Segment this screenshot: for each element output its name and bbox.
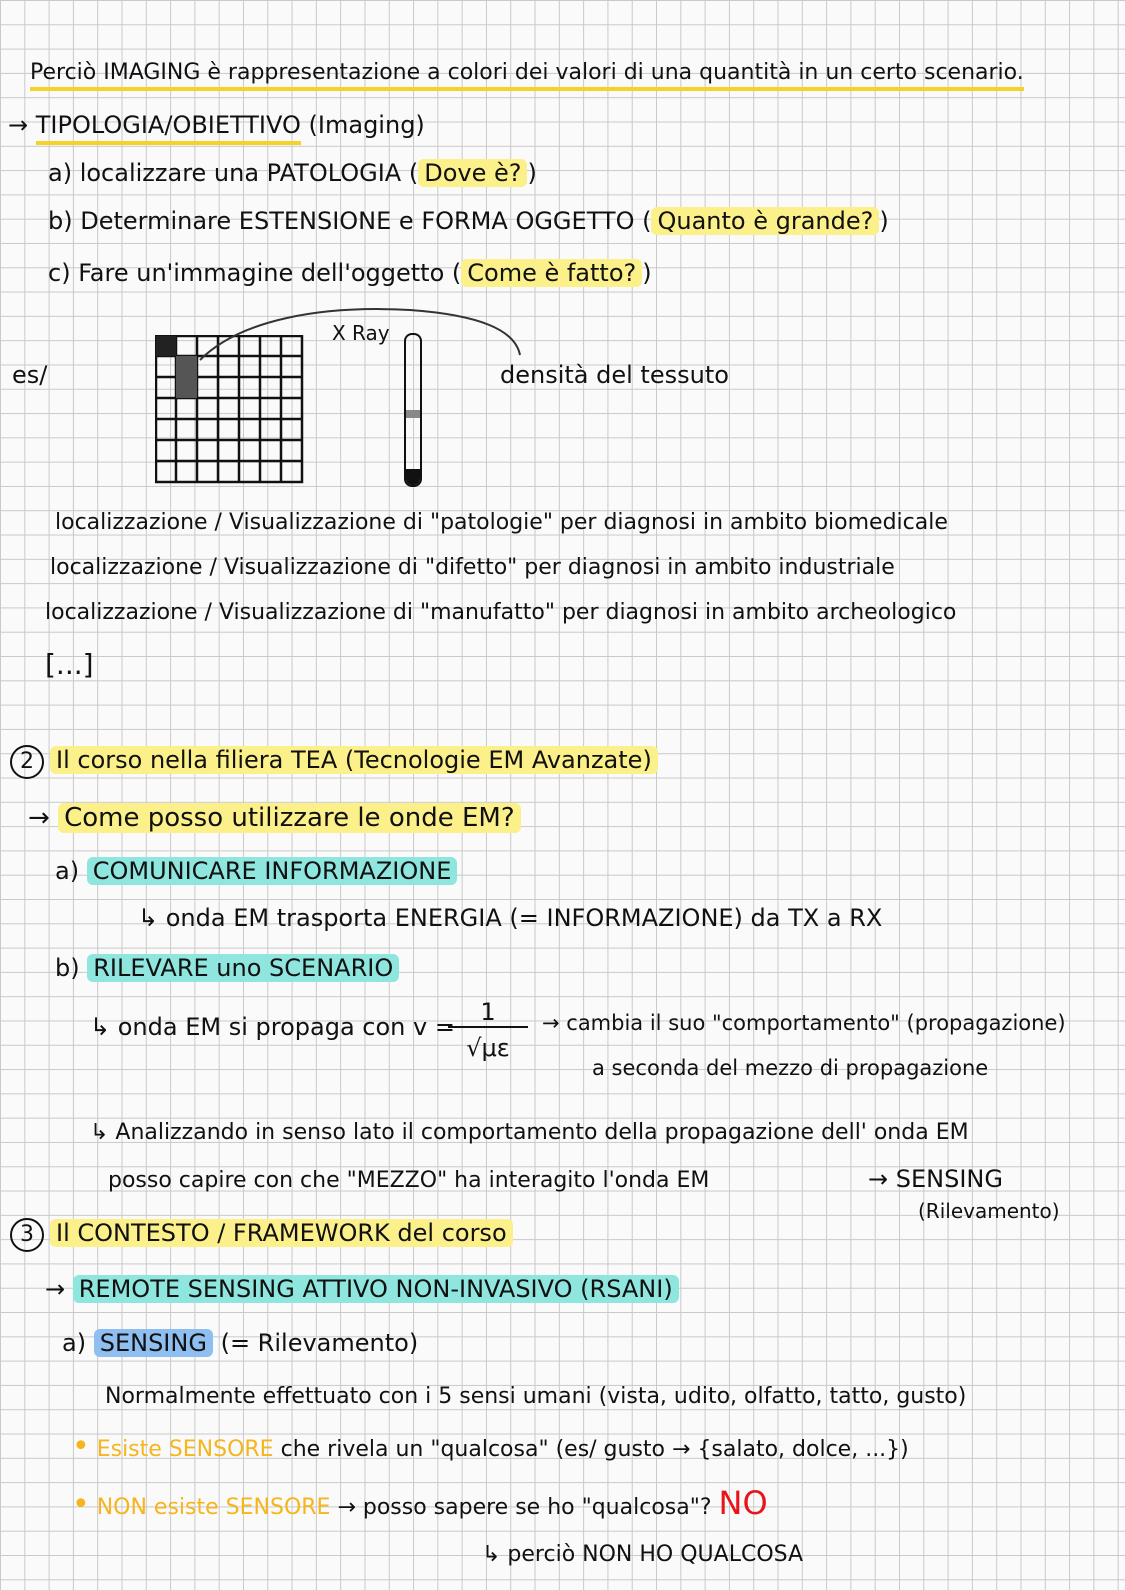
s3-item-a xyxy=(62,1328,418,1358)
rsani-line xyxy=(45,1274,679,1304)
section-3-title: Il CONTESTO / FRAMEWORK del corso xyxy=(50,1219,513,1247)
fraction-denominator: √με xyxy=(466,1034,510,1062)
tipologia-paren: (Imaging) xyxy=(308,111,425,139)
intro-line xyxy=(30,58,1024,88)
tipologia-line xyxy=(8,110,425,140)
bullet-sensor-exists xyxy=(72,1429,909,1465)
item-a xyxy=(48,158,537,188)
section-3-heading xyxy=(10,1218,513,1252)
arrow: → xyxy=(28,803,50,833)
item-b xyxy=(48,206,889,236)
density-marker xyxy=(406,410,420,418)
s2-item-a-prefix: a) xyxy=(55,857,80,885)
example-label: es/ xyxy=(12,361,48,389)
s3-item-a-prefix: a) xyxy=(62,1329,87,1357)
five-senses-line: Normalmente effettuato con i 5 sensi umani (vista, udito, olfatto, tatto, gusto) xyxy=(105,1384,967,1409)
section-2-title: Il corso nella filiera TEA (Tecnologie EM Avanzate) xyxy=(50,746,658,774)
density-label: densità del tessuto xyxy=(500,361,729,389)
medium-line: posso capire con che "MEZZO" ha interagito l'onda EM xyxy=(108,1168,710,1193)
tipologia-title: TIPOLOGIA/OBIETTIVO xyxy=(36,111,301,145)
loc-industrial: localizzazione / Visualizzazione di "difetto" per diagnosi in ambito industriale xyxy=(50,555,895,580)
intro-text: Perciò IMAGING è rappresentazione a colori dei valori di una quantità in un certo scenario. xyxy=(30,60,1024,91)
sensing-label: → SENSING xyxy=(868,1165,1003,1193)
s2-item-b-prefix: b) xyxy=(55,954,80,982)
sensing-highlight: SENSING xyxy=(94,1329,213,1357)
sensor-exists-text: Esiste SENSORE xyxy=(96,1437,274,1462)
item-c-highlight: Come è fatto? xyxy=(461,259,642,287)
density-bottom xyxy=(406,469,420,485)
dark-pixel xyxy=(156,336,176,356)
rilevamento-label: (Rilevamento) xyxy=(918,1199,1060,1223)
item-a-suffix: ) xyxy=(527,159,537,187)
item-a-text: a) localizzare una PATOLOGIA ( xyxy=(48,159,419,187)
conclusion-line: ↳ perciò NON HO QUALCOSA xyxy=(482,1542,804,1567)
bullet-dot: • xyxy=(72,1487,90,1522)
item-c xyxy=(48,258,652,288)
answer-no: NO xyxy=(718,1484,768,1522)
s2-item-a xyxy=(55,856,457,886)
xray-label: X Ray xyxy=(332,321,390,345)
s2-item-b-highlight: RILEVARE uno SCENARIO xyxy=(87,954,399,982)
item-b-highlight: Quanto è grande? xyxy=(651,207,879,235)
sensor-missing-text: NON esiste SENSORE xyxy=(96,1495,331,1520)
s2-item-a-sub: ↳ onda EM trasporta ENERGIA (= INFORMAZIONE) da TX a RX xyxy=(138,904,883,932)
section-2-heading xyxy=(10,745,658,779)
question-line xyxy=(28,803,521,833)
analysis-line: ↳ Analizzando in senso lato il comportamento della propagazione dell' onda EM xyxy=(90,1120,969,1145)
density-bar xyxy=(404,333,422,487)
s2-item-b xyxy=(55,953,399,983)
arrow: → xyxy=(8,111,29,139)
sensor-missing-rest: → posso sapere se ho "qualcosa"? xyxy=(337,1495,712,1520)
item-b-text: b) Determinare ESTENSIONE e FORMA OGGETTO ( xyxy=(48,207,652,235)
bullet-dot: • xyxy=(72,1429,90,1464)
section-2-number: 2 xyxy=(10,745,44,779)
sensing-definition: (= Rilevamento) xyxy=(220,1329,419,1357)
arrow: → xyxy=(45,1275,66,1303)
ellipsis: [...] xyxy=(45,648,94,681)
medium-dependence: a seconda del mezzo di propagazione xyxy=(592,1056,989,1080)
item-c-suffix: ) xyxy=(642,259,652,287)
question-text: Come posso utilizzare le onde EM? xyxy=(58,803,521,833)
loc-archaeological: localizzazione / Visualizzazione di "manufatto" per diagnosi in ambito archeologico xyxy=(45,600,957,625)
item-a-highlight: Dove è? xyxy=(418,159,527,187)
sensor-exists-rest: che rivela un "qualcosa" (es/ gusto → {salato, dolce, ...}) xyxy=(280,1437,909,1462)
item-b-suffix: ) xyxy=(879,207,889,235)
fraction-numerator: 1 xyxy=(448,998,528,1028)
item-c-text: c) Fare un'immagine dell'oggetto ( xyxy=(48,259,462,287)
rsani-text: REMOTE SENSING ATTIVO NON-INVASIVO (RSANI) xyxy=(73,1275,679,1303)
s2-item-a-highlight: COMUNICARE INFORMAZIONE xyxy=(87,857,458,885)
bullet-sensor-missing xyxy=(72,1484,768,1523)
behavior-change: → cambia il suo "comportamento" (propagazione) xyxy=(542,1011,1066,1035)
loc-biomedical: localizzazione / Visualizzazione di "patologie" per diagnosi in ambito biomedicale xyxy=(55,510,948,535)
propagation-line: ↳ onda EM si propaga con v = xyxy=(90,1013,455,1041)
section-3-number: 3 xyxy=(10,1218,44,1252)
